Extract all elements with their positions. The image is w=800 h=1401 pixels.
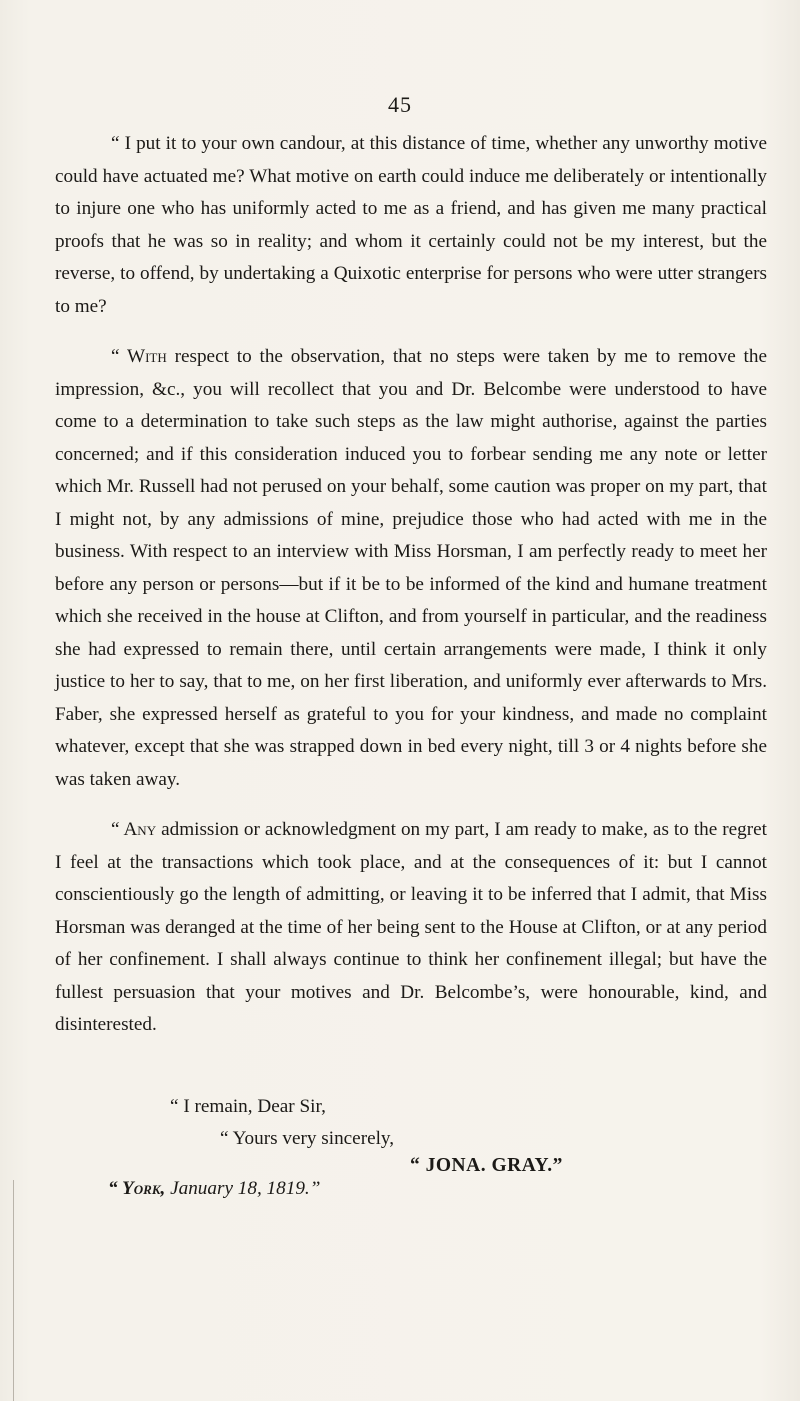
dateline [108,1178,320,1200]
signature: “ JONA. GRAY.” [410,1155,563,1176]
page-edge-line [13,1180,14,1401]
dateline-date: January 18, 1819.” [165,1178,321,1199]
paragraph-lead: “ Any [111,819,157,840]
letter-body [55,128,767,1042]
paragraph-text: “ I put it to your own candour, at this distance of time, whether any unworthy motive could have actuated me? What motive on earth could induce me deliberately or intentionally to injure one who has uniformly acted to me as a friend, and has given me many practical proofs that he was so in reality; and whom it certainly could not be my interest, but the reverse, to offend, by undertaking a Quixotic enterprise for persons who were utter strangers to me? [55,133,767,317]
paragraph-observation [55,341,767,796]
paragraph-admission [55,814,767,1042]
closing-sincerely: “ Yours very sincerely, [220,1128,395,1149]
closing-remain: “ I remain, Dear Sir, [170,1096,326,1117]
paragraph-text: admission or acknowledgment on my part, I am ready to make, as to the regret I feel at the transactions which took place, and at the consequences of it: but I cannot conscientiously go the length of admitting, or leaving it to be inferred that I admit, that Miss Horsman was deranged at the time of her being sent to the House at Clifton, or at any period of her confinement. I shall always continue to think her confinement illegal; but have the fullest persuasion that your motives and Dr. Belcombe’s, were honourable, kind, and disinterested. [55,819,767,1035]
paragraph-lead: “ With [111,346,167,367]
dateline-place: “ York, [108,1178,166,1199]
page-number: 45 [388,92,412,117]
paragraph-text: respect to the observation, that no steps were taken by me to remove the impression, &c., you will recollect that you and Dr. Belcombe were understood to have come to a determination to take such steps as the law might authorise, against the parties concerned; and if this consideration induced you to forbear sending me any note or letter which Mr. Russell had not perused on your behalf, some caution was proper on my part, that I might not, by any admissions of mine, prejudice those who had acted with me in the business. With respect to an interview with Miss Horsman, I am perfectly ready to meet her before any person or persons—but if it be to be informed of the kind and humane treatment which she received in the house at Clifton, and from yourself in particular, and the readiness she had expressed to remain there, until certain arrangements were made, I think it only justice to her to say, that to me, on her first liberation, and uniformly ever afterwards to Mrs. Faber, she expressed herself as grateful to you for your kindness, and made no complaint whatever, except that she was strapped down in bed every night, till 3 or 4 nights before she was taken away. [55,346,767,790]
paragraph-candour [55,128,767,323]
